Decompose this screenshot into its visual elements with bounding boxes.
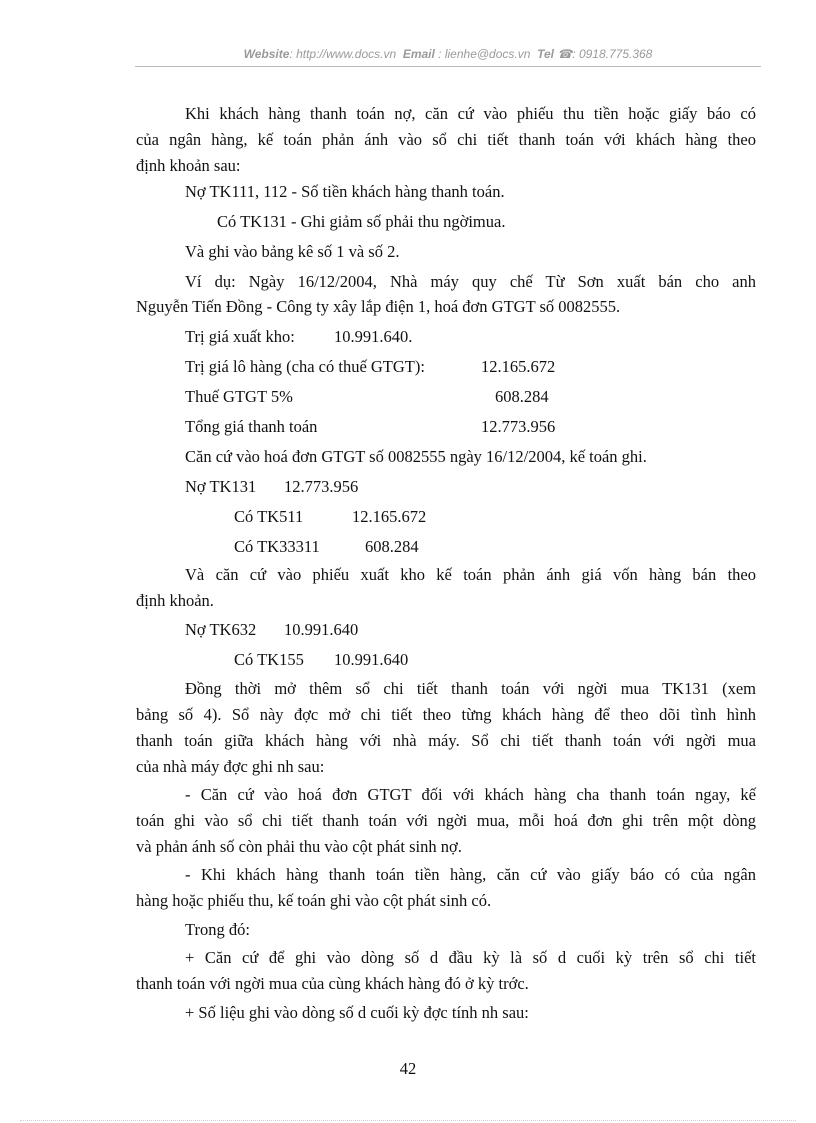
entry-amount: 10.991.640 <box>334 650 409 669</box>
entry-line: Nợ TK111, 112 - Số tiền khách hàng thanh toán. <box>185 182 505 201</box>
email-label: Email <box>402 47 435 61</box>
header-divider <box>135 66 761 67</box>
paragraph-line: thanh toán với ngời mua của cùng khách hàng đó ở kỳ trớc. <box>136 974 529 993</box>
paragraph-line: Căn cứ vào hoá đơn GTGT số 0082555 ngày 16/12/2004, kế toán ghi. <box>185 447 647 466</box>
paragraph-line: hàng hoặc phiếu thu, kế toán ghi vào cột phát sinh có. <box>136 891 492 910</box>
paragraph-line: của ngân hàng, kế toán phản ánh vào sổ chi tiết thanh toán với khách hàng theo <box>136 130 756 149</box>
paragraph-line: của nhà máy đợc ghi nh sau: <box>136 757 325 776</box>
footer-divider <box>20 1120 796 1121</box>
page-number: 42 <box>399 1059 417 1078</box>
value-amount: 608.284 <box>495 387 549 406</box>
phone-icon: ☎ <box>557 47 573 61</box>
value-label: Tổng giá thanh toán <box>185 417 318 436</box>
tel-label: Tel <box>537 47 554 61</box>
paragraph-line: + Căn cứ để ghi vào dòng số d đầu kỳ là số d cuối kỳ trên sổ chi tiết <box>185 948 756 967</box>
entry-label: Có TK155 <box>234 650 304 669</box>
entry-label: Nợ TK632 <box>185 620 257 639</box>
paragraph-line: thanh toán giữa khách hàng với nhà máy. Sổ chi tiết thanh toán với ngời mua <box>136 731 756 750</box>
paragraph-line: Trong đó: <box>185 920 250 939</box>
value-label: Thuế GTGT 5% <box>185 387 293 406</box>
paragraph-line: bảng số 4). Sổ này đợc mở chi tiết theo từng khách hàng để theo dõi tình hình <box>136 705 756 724</box>
page-header <box>135 46 761 62</box>
email-value: : lienhe@docs.vn <box>438 47 531 61</box>
paragraph-line: toán ghi vào sổ chi tiết thanh toán với ngời mua, mỗi hoá đơn ghi trên một dòng <box>136 811 756 830</box>
paragraph-line: Khi khách hàng thanh toán nợ, căn cứ vào phiếu thu tiền hoặc giấy báo có <box>185 104 756 123</box>
tel-value: : 0918.775.368 <box>572 47 653 61</box>
paragraph-line: định khoản sau: <box>136 156 241 175</box>
paragraph-line: + Số liệu ghi vào dòng số d cuối kỳ đợc tính nh sau: <box>185 1003 529 1022</box>
entry-amount: 608.284 <box>365 537 419 556</box>
website-value: : http://www.docs.vn <box>289 47 397 61</box>
paragraph-line: - Khi khách hàng thanh toán tiền hàng, căn cứ vào giấy báo có của ngân <box>185 865 756 884</box>
value-label: Trị giá xuất kho: <box>185 327 295 346</box>
paragraph-line: Và căn cứ vào phiếu xuất kho kế toán phản ánh giá vốn hàng bán theo <box>185 565 756 584</box>
value-label: Trị giá lô hàng (cha có thuế GTGT): <box>185 357 425 376</box>
value-amount: 10.991.640. <box>334 327 413 346</box>
entry-amount: 12.773.956 <box>284 477 359 496</box>
entry-line: Có TK131 - Ghi giảm số phải thu ngờimua. <box>217 212 506 231</box>
entry-label: Có TK33311 <box>234 537 320 556</box>
paragraph-line: Ví dụ: Ngày 16/12/2004, Nhà máy quy chế Từ Sơn xuất bán cho anh <box>185 272 756 291</box>
website-label: Website <box>243 47 290 61</box>
value-amount: 12.165.672 <box>481 357 556 376</box>
entry-amount: 12.165.672 <box>352 507 427 526</box>
entry-label: Có TK511 <box>234 507 304 526</box>
entry-label: Nợ TK131 <box>185 477 257 496</box>
paragraph-line: Nguyễn Tiến Đồng - Công ty xây lắp điện 1, hoá đơn GTGT số 0082555. <box>136 297 621 316</box>
paragraph-line: Và ghi vào bảng kê số 1 và số 2. <box>185 242 400 261</box>
paragraph-line: - Căn cứ vào hoá đơn GTGT đối với khách hàng cha thanh toán ngay, kế <box>185 785 756 804</box>
paragraph-line: và phản ánh số còn phải thu vào cột phát sinh nợ. <box>136 837 462 856</box>
value-amount: 12.773.956 <box>481 417 556 436</box>
paragraph-line: định khoản. <box>136 591 214 610</box>
entry-amount: 10.991.640 <box>284 620 359 639</box>
paragraph-line: Đồng thời mở thêm sổ chi tiết thanh toán với ngời mua TK131 (xem <box>185 679 756 698</box>
